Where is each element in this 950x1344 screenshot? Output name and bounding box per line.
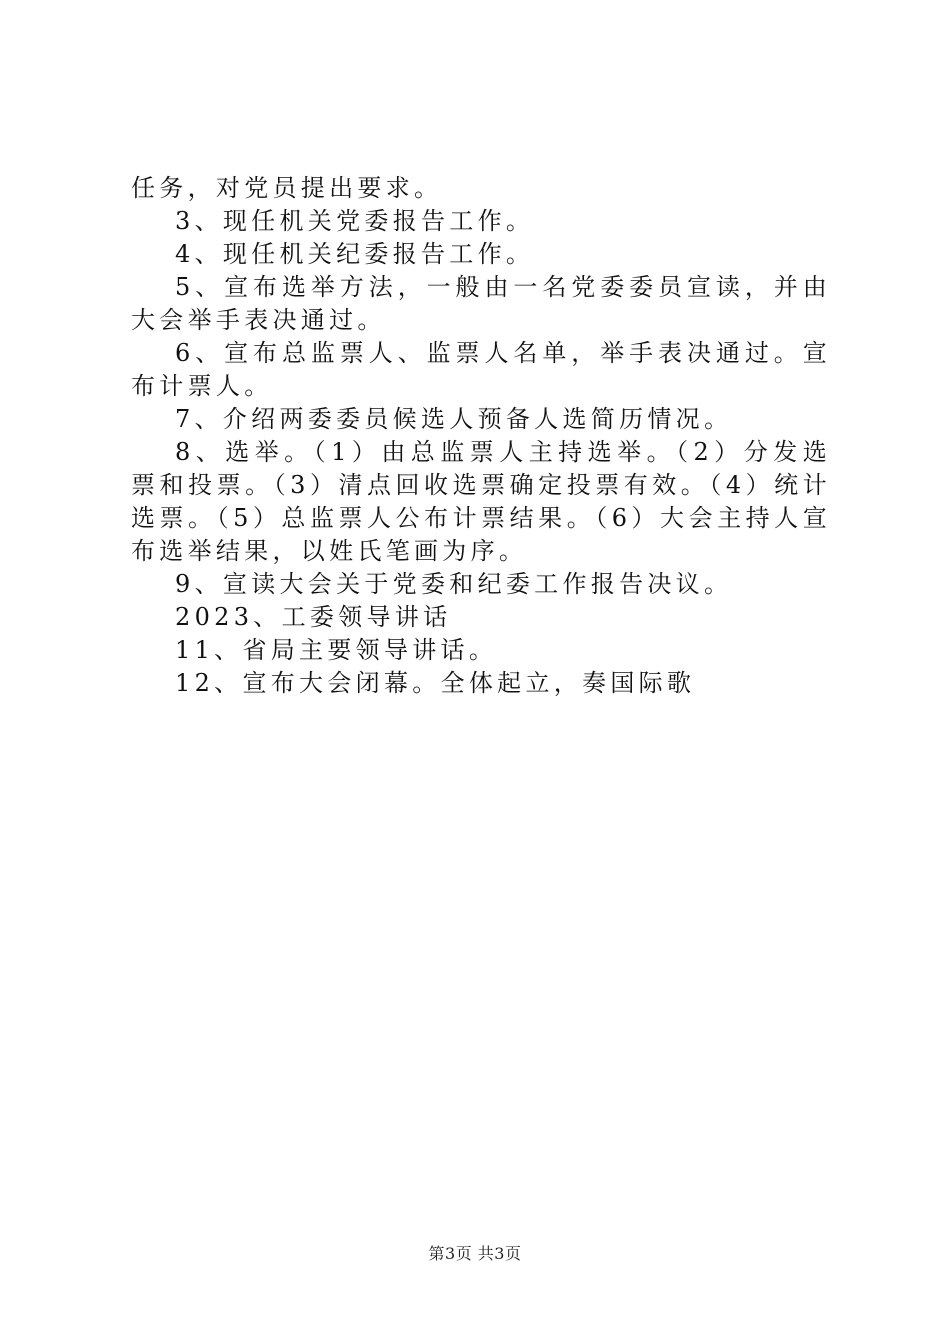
paragraph-item-3: 3、现任机关党委报告工作。: [175, 207, 535, 235]
paragraph-item-6: 6、宣布总监票人、监票人名单，举手表决通过。宣布计票人。: [131, 339, 831, 400]
document-body: [131, 172, 831, 700]
paragraph-continuation: 任务，对党员提出要求。: [131, 174, 443, 202]
paragraph-item-4: 4、现任机关纪委报告工作。: [175, 240, 535, 268]
paragraph-item-9: 9、宣读大会关于党委和纪委工作报告决议。: [175, 570, 733, 598]
paragraph-item-12: 12、宣布大会闭幕。全体起立，奏国际歌: [175, 669, 696, 697]
paragraph-item-10: 2023、工委领导讲话: [175, 603, 452, 631]
paragraph-item-8: 8、选举。（1）由总监票人主持选举。（2）分发选票和投票。（3）清点回收选票确定投票有效。（4）统计选票。（5）总监票人公布计票结果。（6）大会主持人宣布选举结果，以姓氏笔画为序。: [131, 438, 831, 565]
paragraph-item-11: 11、省局主要领导讲话。: [175, 636, 498, 664]
page-number-footer: 第3页 共3页: [428, 1244, 522, 1263]
paragraph-item-7: 7、介绍两委委员候选人预备人选简历情况。: [175, 405, 733, 433]
paragraph-item-5: 5、宣布选举方法，一般由一名党委委员宣读，并由大会举手表决通过。: [131, 273, 831, 334]
